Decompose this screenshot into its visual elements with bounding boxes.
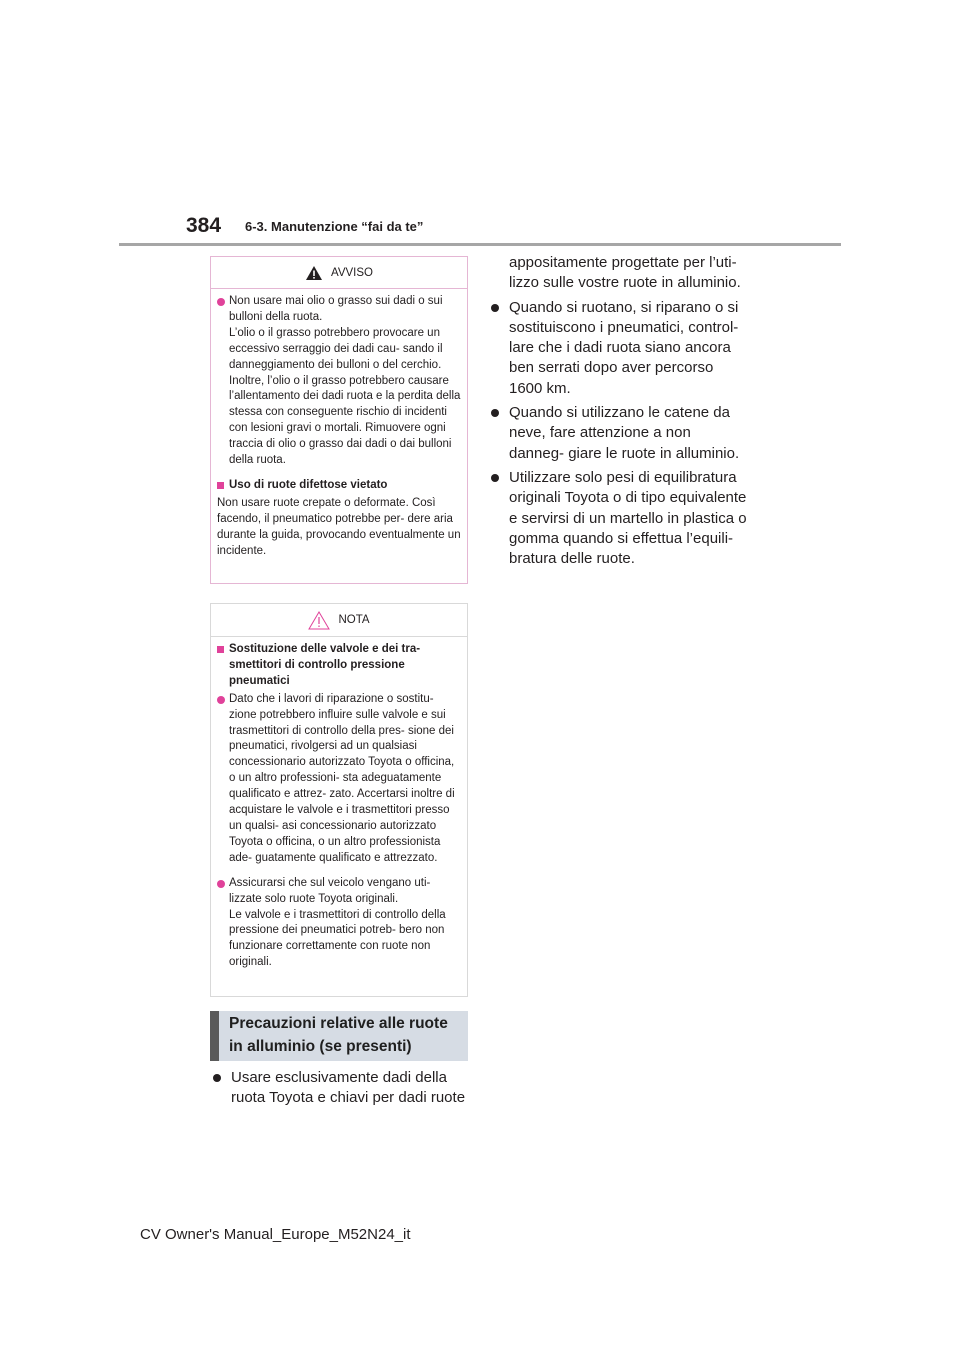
bullet-dot-icon [491,409,499,417]
bullet-square-icon [217,646,224,653]
bullet-text: Quando si utilizzano le catene da neve, fare attenzione a non danneg- giare le ruote in alluminio. [509,404,740,462]
note-item [217,692,462,867]
bullet-item [489,468,749,569]
note-body [211,637,467,971]
bullet-continuation [489,253,749,294]
page-number: 384 [186,214,222,237]
footer-text: CV Owner's Manual_Europe_M52N24_it [140,1226,411,1243]
warning-subheading-text: Uso di ruote difettose vietato [229,478,388,491]
bullet-dot-icon [217,696,225,704]
bullet-item [489,403,749,464]
warning-item-detail: L’olio o il grasso potrebbero provocare un eccessivo serraggio dei dadi cau- sando il danneggiamento dei bulloni o del cerchio. Inoltre, l’olio o il grasso potrebbero causare l’allentamento dei dadi ruota e la perdita della stessa con conseguente rischio di incidenti con lesioni gravi o mortali. Rimuovere ogni traccia di olio o grasso dai dadi o dai bulloni della ruota. [229,326,461,467]
note-title: NOTA [338,614,370,626]
warning-item [217,294,462,469]
warning-subheading [217,478,462,494]
left-bullet-column [211,1068,469,1113]
bullet-text: Usare esclusivamente dadi della ruota Toyota e chiavi per dadi ruote [231,1069,466,1107]
header-divider [119,243,841,246]
page-footer [0,1226,960,1246]
warning-body [211,289,467,560]
bullet-dot-icon [217,880,225,888]
bullet-dot-icon [217,298,225,306]
bullet-text: Utilizzare solo pesi di equilibratura originali Toyota o di tipo equivalente e servirsi di un martello in plastica o gomma quando si effettua l’equili- bratura delle ruote. [509,468,747,568]
bullet-square-icon [217,482,224,489]
section-heading-text: Precauzioni relative alle ruote in alluminio (se presenti) [229,1015,448,1055]
note-header [211,604,467,637]
bullet-text: appositamente progettate per l’uti- lizzo sulle vostre ruote in alluminio. [509,254,741,292]
bullet-dot-icon [213,1074,221,1082]
warning-title: AVVISO [331,266,373,279]
bullet-dot-icon [491,304,499,312]
note-item-text: Assicurarsi che sul veicolo vengano uti- lizzate solo ruote Toyota originali. [229,876,431,905]
page-header [0,0,960,250]
note-subheading-text: Sostituzione delle valvole e dei tra- smettitori di controllo pressione pneumatici [229,643,421,687]
warning-item-text: Non usare mai olio o grasso sui dadi o sui bulloni della ruota. [229,295,443,323]
bullet-item [489,298,749,399]
section-title: 6-3. Manutenzione “fai da te” [245,219,424,234]
note-subheading [217,642,462,690]
warning-paragraph: Non usare ruote crepate o deformate. Così facendo, il pneumatico potrebbe per- dere aria durante la guida, provocando eventualmente un incidente. [217,496,461,557]
note-item [217,876,462,971]
bullet-item [211,1068,469,1109]
warning-triangle-icon [305,265,323,281]
note-item-text: Dato che i lavori di riparazione o sostitu- zione potrebbero influire sulle valvole e sui trasmettitori di controllo della pres- sione dei pneumatici, rivolgersi ad un qualsiasi concessionario autorizzato Toyota o officina, o un altro professioni- sta adeguatamente qualificato e attrez- zato. Accertarsi inoltre di acquistare le valvole e i trasmettitori presso un qualsi- asi concessionario autorizzato Toyota o officina, o un altro professionista ade- guatamente qualificato e attrezzato. [229,692,455,864]
section-heading [210,1011,468,1061]
right-bullet-column [489,253,749,573]
warning-header [211,257,467,289]
bullet-text: Quando si ruotano, si riparano o si sostituiscono i pneumatici, control- lare che i dadi ruota siano ancora ben serrati dopo aver percorso 1600 km. [509,298,739,397]
bullet-dot-icon [491,474,499,482]
caution-triangle-icon [308,611,330,630]
note-box [210,603,468,997]
warning-box [210,256,468,584]
note-item-detail: Le valvole e i trasmettitori di controllo della pressione dei pneumatici potreb- bero non funzionare correttamente con ruote non originali. [229,908,446,969]
